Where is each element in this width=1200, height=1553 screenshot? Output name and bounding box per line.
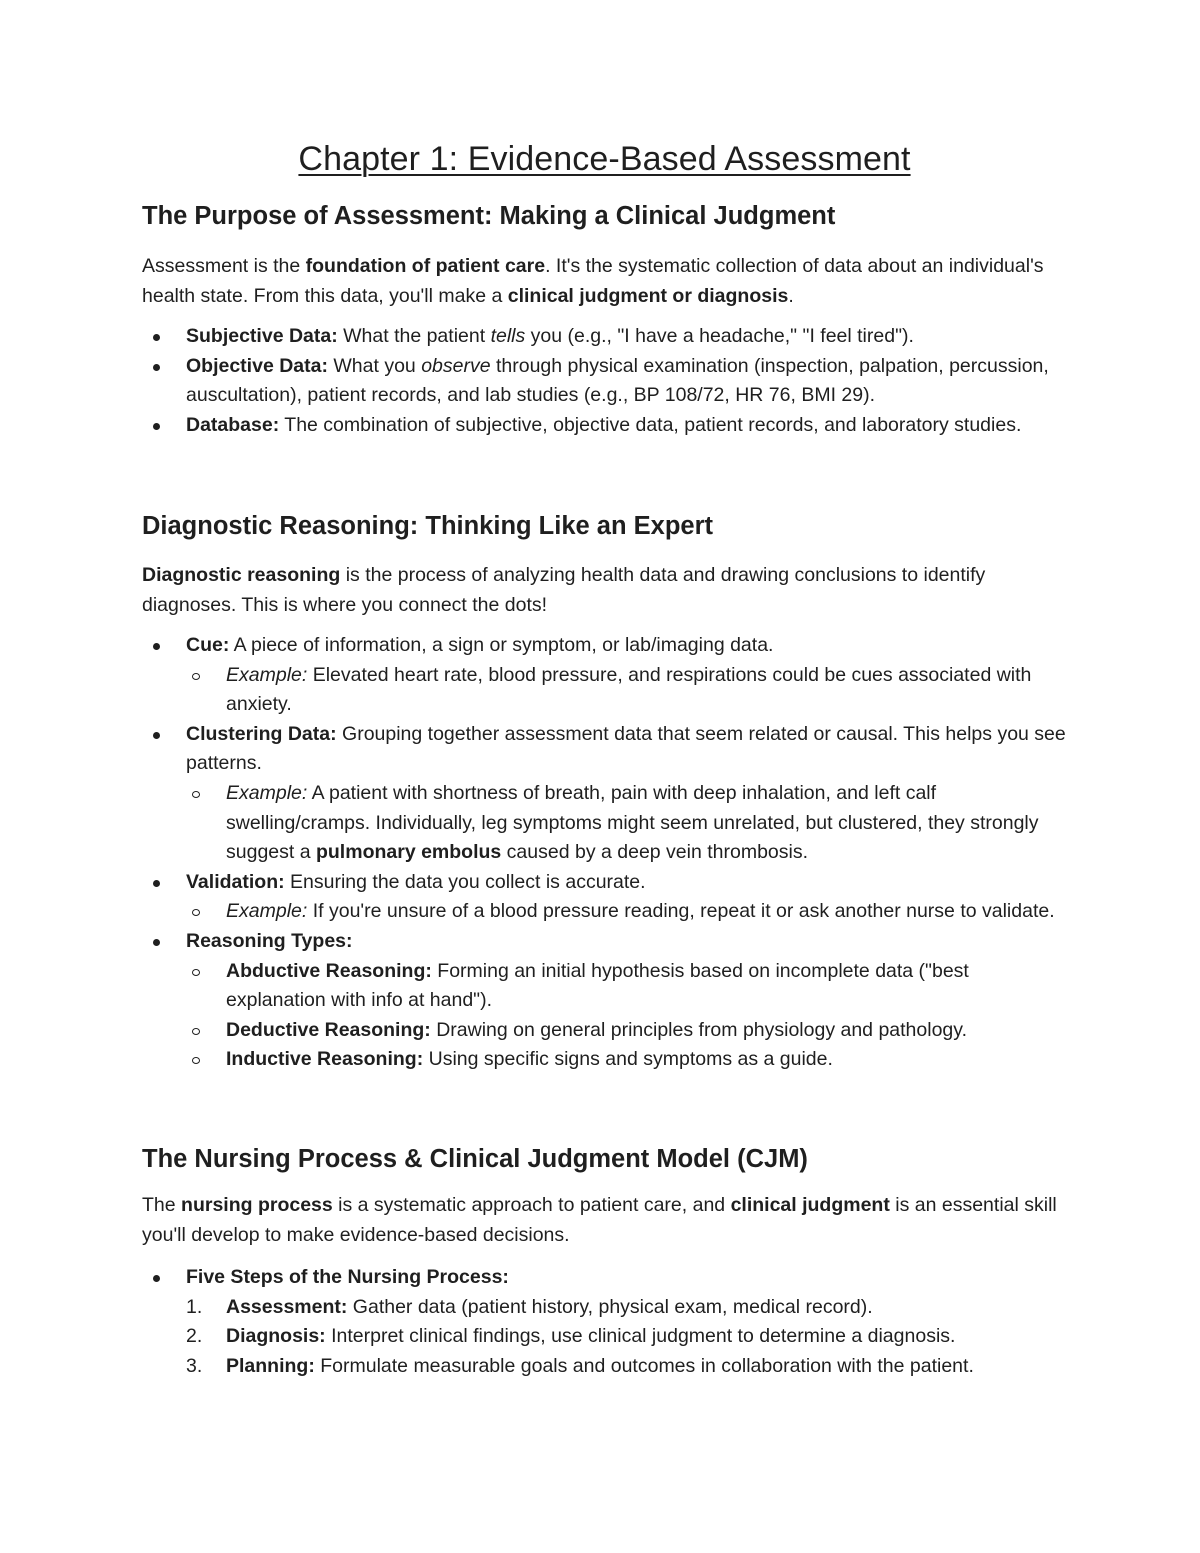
data-types-list bbox=[142, 322, 1067, 440]
section-heading-diagnostic-reasoning: Diagnostic Reasoning: Thinking Like an Expert bbox=[142, 512, 713, 540]
hollow-bullet-icon bbox=[192, 791, 200, 798]
bullet-icon bbox=[153, 334, 160, 341]
list-item: Objective Data: What you observe through physical examination (inspection, palpation, percussion, auscultation), patient records, and lab studies (e.g., BP 108/72, HR 76, BMI 29). bbox=[142, 352, 1067, 411]
sub-list bbox=[142, 779, 1067, 868]
steps-list bbox=[142, 1293, 1067, 1382]
list-item: Database: The combination of subjective, objective data, patient records, and laboratory studies. bbox=[142, 411, 1067, 441]
sub-list bbox=[142, 957, 1067, 1075]
bullet-icon bbox=[153, 732, 160, 739]
hollow-bullet-icon bbox=[192, 909, 200, 916]
sub-list bbox=[142, 897, 1067, 927]
sub-list bbox=[142, 661, 1067, 720]
list-item-five-steps: Five Steps of the Nursing Process: 1. Assessment: Gather data (patient history, physical exam, medical record). 2. Diagnosis: Interpret clinical findings, use clinical judgment to determine a diagnosis. 3. Planning: Formulate measurable goals and outcomes in collaboration with the patient. bbox=[142, 1263, 1067, 1381]
list-item-clustering: Clustering Data: Grouping together assessment data that seem related or causal. This helps you see patterns. Example: A patient with shortness of breath, pain with deep inhalation, and left calf swelling/cramps. Individually, leg symptoms might seem unrelated, but clustered, they strongly suggest a pulmonary embolus caused by a deep vein thrombosis. bbox=[142, 720, 1067, 868]
list-item-reasoning-types: Reasoning Types: Abductive Reasoning: Forming an initial hypothesis based on incomplete data ("best explanation with info at hand"). Deductive Reasoning: Drawing on general principles from physiology and pathology. Inductive Reasoning: Using specific signs and symptoms as a guide. bbox=[142, 927, 1067, 1075]
sub-list-item: Deductive Reasoning: Drawing on general principles from physiology and pathology. bbox=[182, 1016, 1067, 1046]
section-heading-purpose: The Purpose of Assessment: Making a Clinical Judgment bbox=[142, 202, 836, 230]
step-item: 1. Assessment: Gather data (patient history, physical exam, medical record). bbox=[186, 1295, 873, 1318]
sub-list-item: Example: If you're unsure of a blood pressure reading, repeat it or ask another nurse to validate. bbox=[182, 897, 1067, 927]
list-item-cue: Cue: A piece of information, a sign or symptom, or lab/imaging data. Example: Elevated heart rate, blood pressure, and respirations could be cues associated with anxiety. bbox=[142, 631, 1067, 720]
paragraph-assessment: Assessment is the foundation of patient care. It's the systematic collection of data about an individual's health state. From this data, you'll make a clinical judgment or diagnosis. bbox=[142, 255, 1044, 307]
paragraph-nursing-process: The nursing process is a systematic approach to patient care, and clinical judgment is an essential skill you'll develop to make evidence-based decisions. bbox=[142, 1194, 1057, 1246]
bullet-icon bbox=[153, 1275, 160, 1282]
hollow-bullet-icon bbox=[192, 1028, 200, 1035]
list-item-validation: Validation: Ensuring the data you collect is accurate. Example: If you're unsure of a blood pressure reading, repeat it or ask another nurse to validate. bbox=[142, 868, 1067, 927]
diagnostic-concepts-list bbox=[142, 631, 1067, 1075]
step-item: 3. Planning: Formulate measurable goals and outcomes in collaboration with the patient. bbox=[186, 1354, 974, 1377]
nursing-process-list bbox=[142, 1263, 1067, 1381]
list-item: Subjective Data: What the patient tells you (e.g., "I have a headache," "I feel tired"). bbox=[142, 322, 1067, 352]
bullet-icon bbox=[153, 423, 160, 430]
paragraph-diagnostic-reasoning: Diagnostic reasoning is the process of analyzing health data and drawing conclusions to identify diagnoses. This is where you connect the dots! bbox=[142, 564, 986, 616]
bullet-icon bbox=[153, 939, 160, 946]
bullet-icon bbox=[153, 364, 160, 371]
bullet-icon bbox=[153, 880, 160, 887]
sub-list-item: Inductive Reasoning: Using specific signs and symptoms as a guide. bbox=[182, 1045, 1067, 1075]
sub-list-item: Abductive Reasoning: Forming an initial hypothesis based on incomplete data ("best explanation with info at hand"). bbox=[182, 957, 1067, 1016]
hollow-bullet-icon bbox=[192, 673, 200, 680]
bullet-icon bbox=[153, 643, 160, 650]
section-heading-nursing-process: The Nursing Process & Clinical Judgment Model (CJM) bbox=[142, 1145, 808, 1173]
hollow-bullet-icon bbox=[192, 969, 200, 976]
hollow-bullet-icon bbox=[192, 1057, 200, 1064]
step-item: 2. Diagnosis: Interpret clinical findings, use clinical judgment to determine a diagnosis. bbox=[186, 1325, 956, 1348]
chapter-title: Chapter 1: Evidence-Based Assessment bbox=[298, 140, 911, 178]
sub-list-item: Example: A patient with shortness of breath, pain with deep inhalation, and left calf swelling/cramps. Individually, leg symptoms might seem unrelated, but clustered, they strongly suggest a pulmonary embolus caused by a deep vein thrombosis. bbox=[182, 779, 1067, 868]
sub-list-item: Example: Elevated heart rate, blood pressure, and respirations could be cues associated with anxiety. bbox=[182, 661, 1067, 720]
